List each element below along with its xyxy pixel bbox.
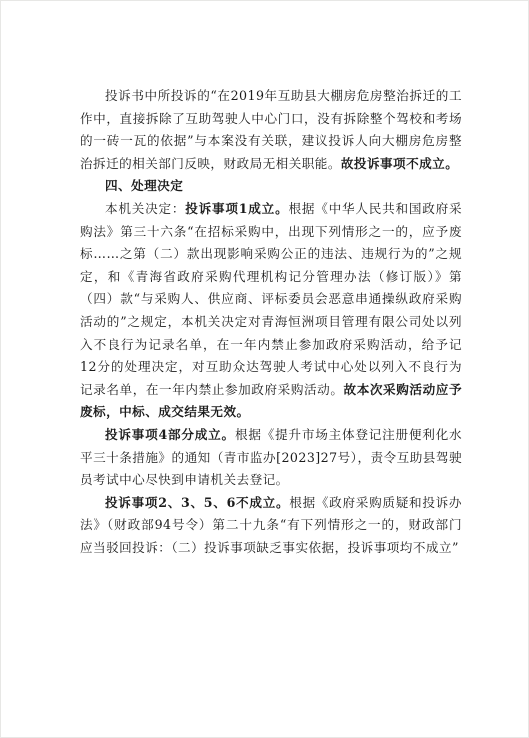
document-body bbox=[80, 85, 462, 559]
paragraph-text: 根据《政府采购质疑和投诉办法》（财政部94号令）第二十九条“有下列情形之一的，财政部门应当驳回投诉：（二）投诉事项缺乏事实依据，投诉事项均不成立” bbox=[80, 494, 462, 555]
paragraph-lead: 本机关决定： bbox=[105, 200, 186, 216]
paragraph-finding: 投诉事项4部分成立。 bbox=[105, 426, 235, 442]
paragraph-decision-item-4 bbox=[80, 424, 462, 492]
paragraph-conclusion: 故本次采购活动应予废标，中标、成交结果无效。 bbox=[80, 381, 462, 420]
paragraph-text: 根据《中华人民共和国政府采购法》第三十六条“在招标采购中，出现下列情形之一的，应予废标……之第（二）款出现影响采购公正的违法、违规行为的”之规定，和《青海省政府采购代理机构记分管理办法（修订版）》第（四）款“与采购人、供应商、评标委员会恶意串通操纵政府采购活动的”之规定，本机关决定对青海恒洲项目管理有限公司处以列入不良行为记录名单，在一年内禁止参加政府采购活动，给予记12分的处理决定，对互助众达驾驶人考试中心处以列入不良行为记录名单，在一年内禁止参加政府采购活动。 bbox=[80, 200, 463, 397]
paragraph-conclusion: 故投诉事项不成立。 bbox=[340, 155, 459, 171]
paragraph-complaint-relevance bbox=[80, 85, 462, 175]
section-heading-decision: 四、处理决定 bbox=[105, 178, 184, 194]
paragraph-text: 根据《提升市场主体登记注册便利化水平三十条措施》的通知（青市监办[2023]27号），责令互助县驾驶员考试中心尽快到申请机关去登记。 bbox=[80, 426, 462, 488]
paragraph-decision-item-1 bbox=[80, 198, 462, 424]
paragraph-finding: 投诉事项1成立。 bbox=[185, 200, 289, 216]
paragraph-text: 投诉书中所投诉的“在2019年互助县大棚房危房整治拆迁的工作中，直接拆除了互助驾驶人中心门口，没有拆除整个驾校和考场的一砖一瓦的依据”与本案没有关联，建议投诉人向大棚房危房整治拆迁的相关部门反映，财政局无相关职能。 bbox=[80, 88, 462, 171]
paragraph-decision-items-2-3-5-6 bbox=[80, 492, 462, 560]
paragraph-finding: 投诉事项2、3、5、6不成立。 bbox=[105, 494, 290, 510]
